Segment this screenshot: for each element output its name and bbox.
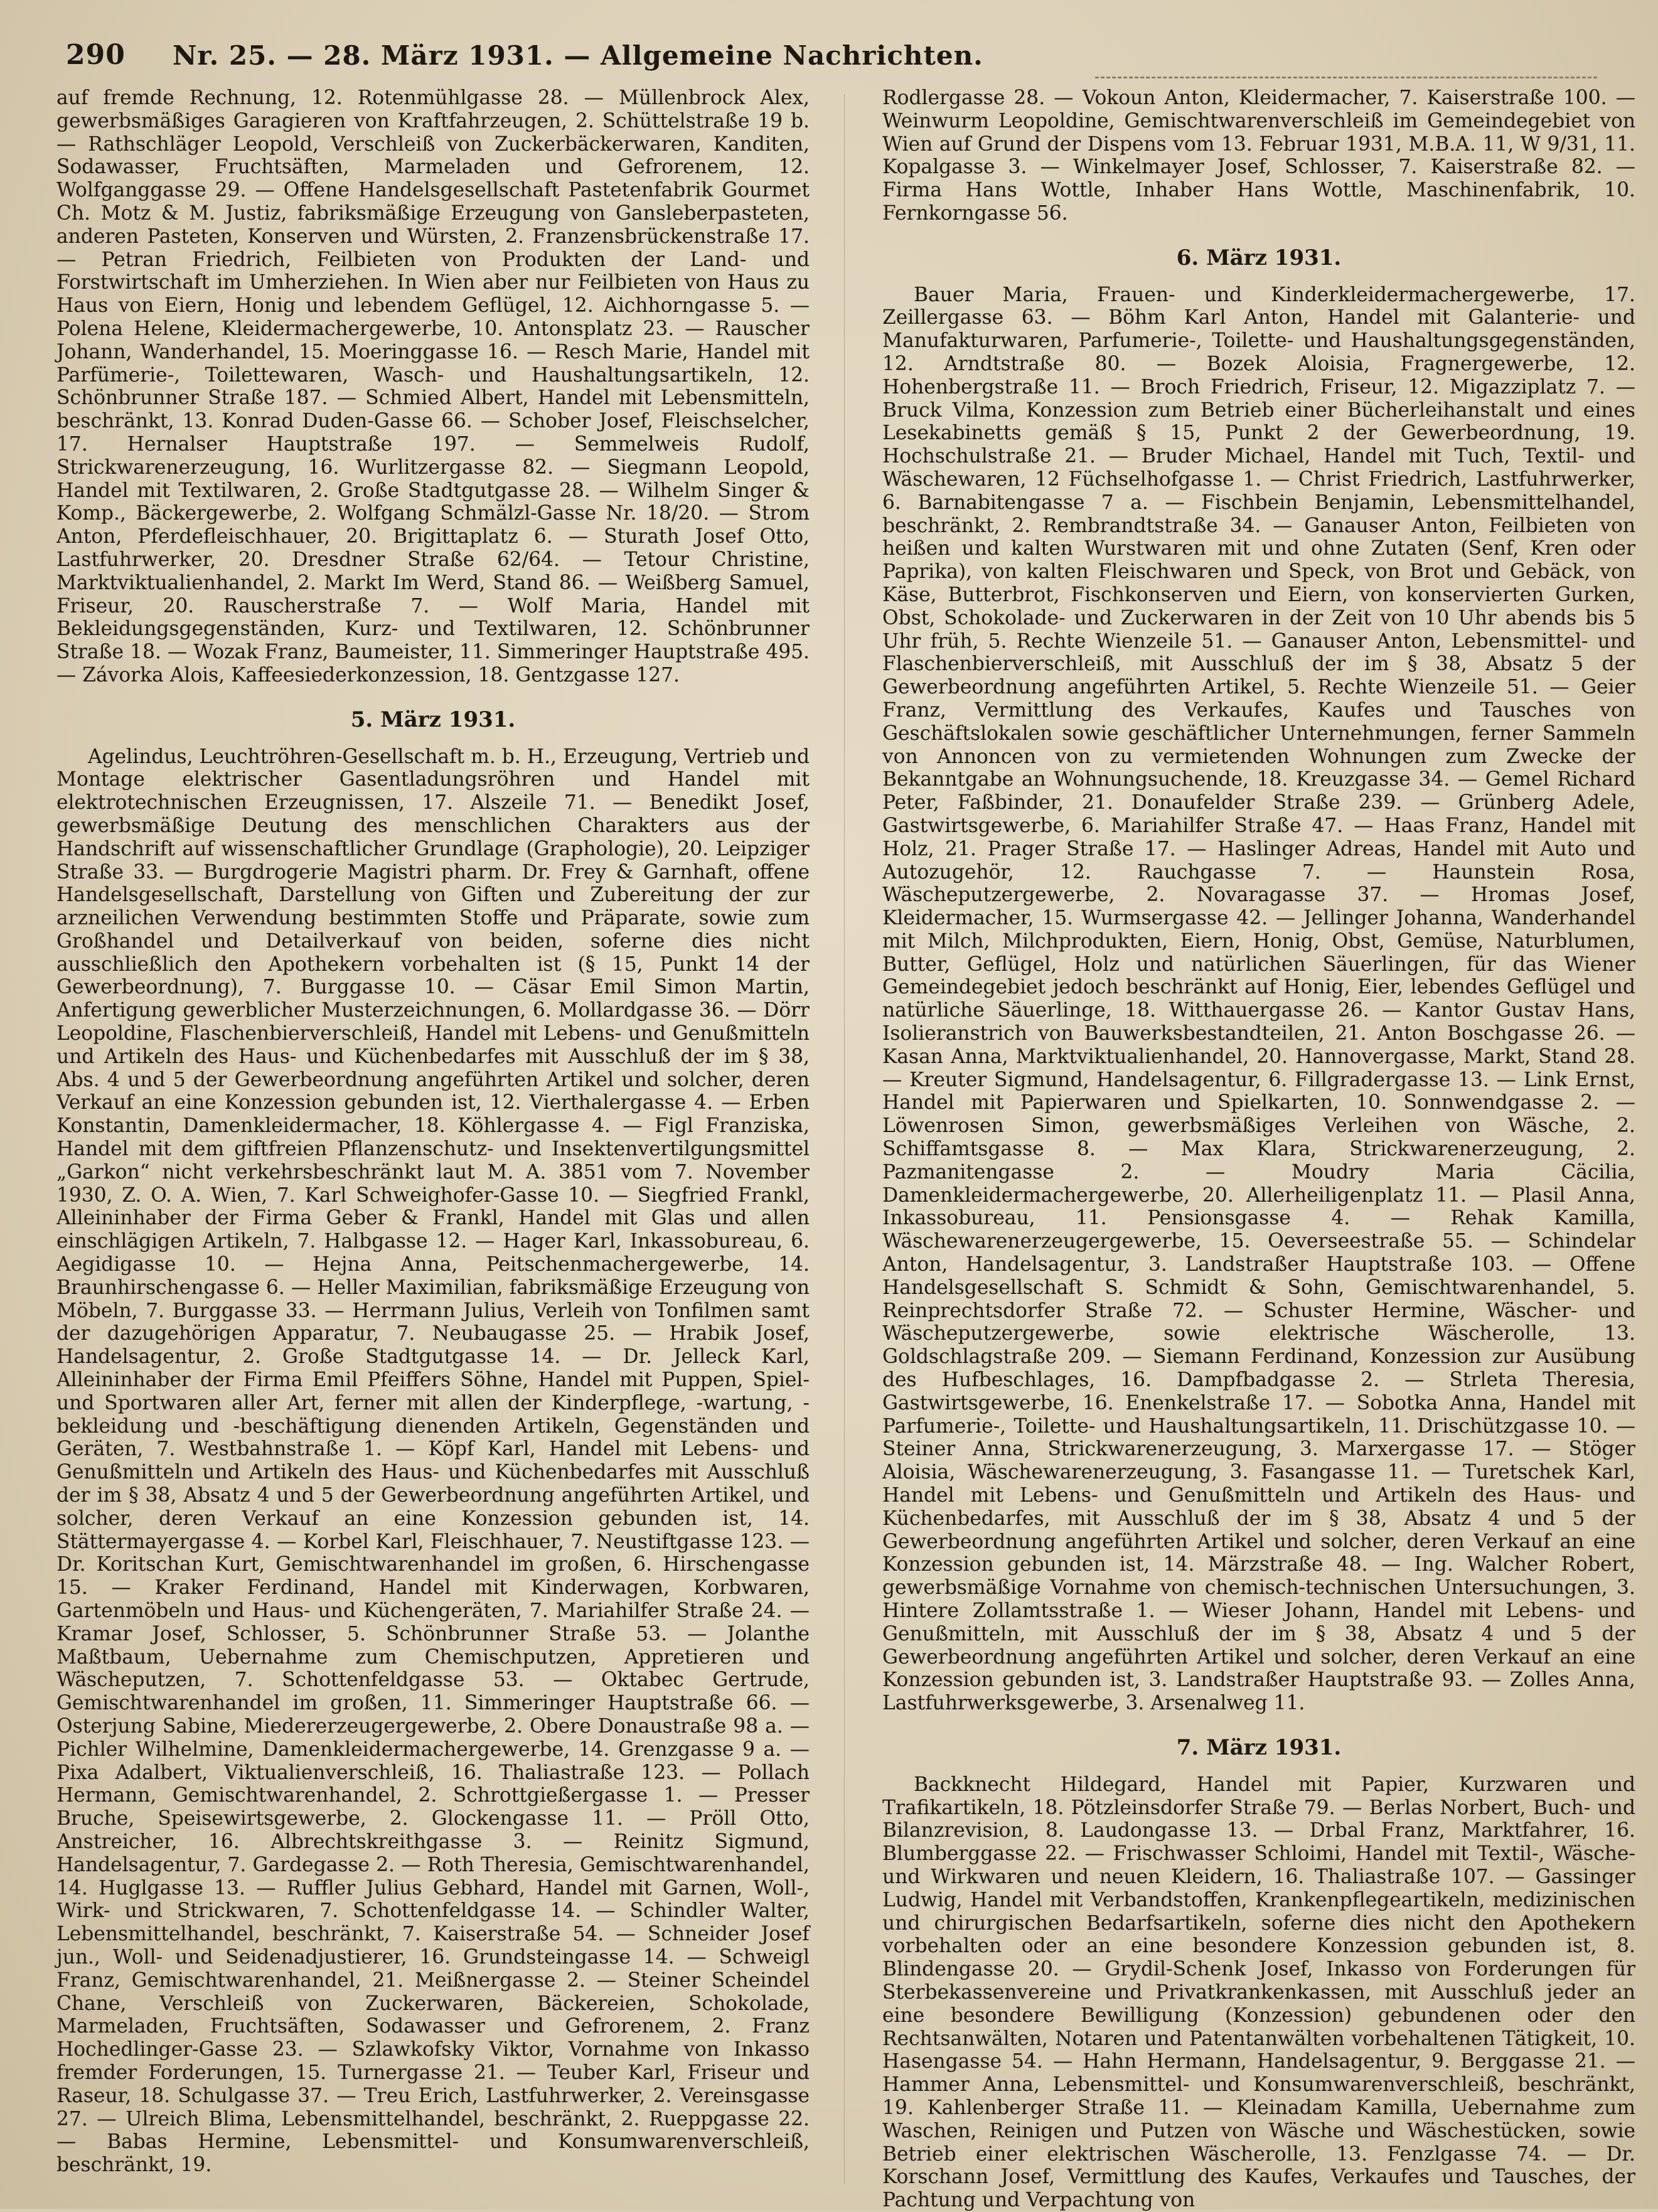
date-heading-march-7: 7. März 1931. <box>1176 1734 1342 1760</box>
entries-march-5: Agelindus, Leuchtröhren-Gesellschaft m. b. H., Erzeugung, Vertrieb und Montage elektrischer Gasentladungsröhren und Handel mit elektrotechnischen Erzeugnissen, 17. Alszeile 71. — Benedikt Josef, gewerbsmäßige Deutung des menschlichen Charakters aus der Handschrift auf wissenschaftlicher Grundlage (Graphologie), 20. Leipziger Straße 33. — Burgdrogerie Magistri pharm. Dr. Frey & Garnhaft, offene Handelsgesellschaft, Darstellung von Giften und Zubereitung der zur arzneilichen Verwendung bestimmten Stoffe und Präparate, sowie zum Großhandel und Detailverkauf von beiden, soferne dies nicht ausschließlich den Apothekern vorbehalten ist (§ 15, Punkt 14 der Gewerbeordnung), 7. Burggasse 10. — Cäsar Emil Simon Martin, Anfertigung gewerblicher Musterzeichnungen, 6. Mollardgasse 36. — Dörr Leopoldine, Flaschenbierverschleiß, Handel mit Lebens- und Genußmitteln und Artikeln des Haus- und Küchenbedarfes mit Ausschluß der im § 38, Abs. 4 und 5 der Gewerbeordnung angeführten Artikel und solcher, deren Verkauf an eine Konzession gebunden ist, 12. Vierthalergasse 4. — Erben Konstantin, Damenkleidermacher, 18. Köhlergasse 4. — Figl Franziska, Handel mit dem giftfreien Pflanzenschutz- und Insektenvertilgungsmittel „Garkon“ nicht verkehrsbeschränkt laut M. A. 3851 vom 7. November 1930, Z. O. A. Wien, 7. Karl Schweighofer-Gasse 10. — Siegfried Frankl, Alleininhaber der Firma Geber & Frankl, Handel mit Glas und allen einschlägigen Artikeln, 7. Halbgasse 12. — Hager Karl, Inkassobureau, 6. Aegidigasse 10. — Hejna Anna, Peitschenmachergewerbe, 14. Braunhirschengasse 6. — Heller Maximilian, fabriksmäßige Erzeugung von Möbeln, 7. Burggasse 33. — Herrmann Julius, Verleih von Tonfilmen samt der dazugehörigen Apparatur, 7. Neubaugasse 25. — Hrabik Josef, Handelsagentur, 2. Große Stadtgutgasse 14. — Dr. Jelleck Karl, Alleininhaber der Firma Emil Pfeiffers Söhne, Handel mit Puppen, Spiel- und Sportwaren aller Art, ferner mit allen der Kinderpflege, -wartung, -bekleidung und -beschäftigung dienenden Artikeln, Gegenständen und Geräten, 7. Westbahnstraße 1. — Köpf Karl, Handel mit Lebens- und Genußmitteln und Artikeln des Haus- und Küchenbedarfes mit Ausschluß der im § 38, Absatz 4 und 5 der Gewerbeordnung angeführten Artikel, und solcher, deren Verkauf an eine Konzession gebunden ist, 14. Stättermayergasse 4. — Korbel Karl, Fleischhauer, 7. Neustiftgasse 123. — Dr. Koritschan Kurt, Gemischtwarenhandel im großen, 6. Hirschengasse 15. — Kraker Ferdinand, Handel mit Kinderwagen, Korbwaren, Gartenmöbeln und Haus- und Küchengeräten, 7. Mariahilfer Straße 24. — Kramar Josef, Schlosser, 5. Schönbrunner Straße 53. — Jolanthe Maßtbaum, Uebernahme zum Chemischputzen, Appretieren und Wäscheputzen, 7. Schottenfeldgasse 53. — Oktabec Gertrude, Gemischtwarenhandel im großen, 11. Simmeringer Hauptstraße 66. — Osterjung Sabine, Miedererzeugergewerbe, 2. Obere Donaustraße 98 a. — Pichler Wilhelmine, Damenkleidermachergewerbe, 14. Grenzgasse 9 a. — Pixa Adalbert, Viktualienverschleiß, 16. Thaliastraße 123. — Pollach Hermann, Gemischtwarenhandel, 2. Schrottgießergasse 1. — Presser Bruche, Speisewirtsgewerbe, 2. Glockengasse 11. — Pröll Otto, Anstreicher, 16. Albrechtskreithgasse 3. — Reinitz Sigmund, Handelsagentur, 7. Gardegasse 2. — Roth Theresia, Gemischtwarenhandel, 14. Huglgasse 13. — Ruffler Julius Gebhard, Handel mit Garnen, Woll-, Wirk- und Strickwaren, 7. Schottenfeldgasse 14. — Schindler Walter, Lebensmittelhandel, beschränkt, 7. Kaiserstraße 54. — Schneider Josef jun., Woll- und Seidenadjustierer, 16. Grundsteingasse 14. — Schweigl Franz, Gemischtwarenhandel, 21. Meißnergasse 2. — Steiner Scheindel Chane, Verschleiß von Zuckerwaren, Bäckereien, Schokolade, Marmeladen, Fruchtsäften, Sodawasser und Gefrorenem, 2. Franz Hochedlinger-Gasse 23. — Szlawkofsky Viktor, Vornahme von Inkasso fremder Forderungen, 15. Turnergasse 21. — Teuber Karl, Friseur und Raseur, 18. Schulgasse 37. — Treu Erich, Lastfuhrwerker, 2. Vereinsgasse 27. — Ulreich Blima, Lebensmittelhandel, beschränkt, 2. Rueppgasse 22. — Babas Hermine, Lebensmittel- und Konsumwarenverschleiß, beschränkt, 19. <box>56 745 810 2177</box>
page-header <box>66 39 1597 83</box>
date-heading-march-5: 5. März 1931. <box>350 707 516 732</box>
column-divider <box>844 94 845 2184</box>
date-heading-march-6: 6. März 1931. <box>1176 245 1342 270</box>
continued-entries-march5: Rodlergasse 28. — Vokoun Anton, Kleidermacher, 7. Kaiserstraße 100. — Weinwurm Leopoldine, Gemischtwarenverschleiß im Gemeindegebiet von Wien auf Grund der Dispens vom 13. Februar 1931, M.B.A. 11, W 9/31, 11. Kopalgasse 3. — Winkelmayer Josef, Schlosser, 7. Kaiserstraße 82. — Firma Hans Wottle, Inhaber Hans Wottle, Maschinenfabrik, 10. Fernkorngasse 56. <box>882 87 1635 225</box>
right-column <box>882 87 1635 2212</box>
page-number: 290 <box>66 39 126 71</box>
entries-march-6: Bauer Maria, Frauen- und Kinderkleidermachergewerbe, 17. Zeillergasse 63. — Böhm Karl Anton, Handel mit Galanterie- und Manufakturwaren, Parfumerie-, Toilette- und Haushaltungsgegenständen, 12. Arndtstraße 80. — Bozek Aloisia, Fragnergewerbe, 12. Hohenbergstraße 11. — Broch Friedrich, Friseur, 12. Migazziplatz 7. — Bruck Vilma, Konzession zum Betrieb einer Bücherleihanstalt und eines Lesekabinetts gemäß § 15, Punkt 2 der Gewerbeordnung, 19. Hochschulstraße 21. — Bruder Michael, Handel mit Tuch, Textil- und Wäschewaren, 12 Füchselhofgasse 1. — Christ Friedrich, Lastfuhrwerker, 6. Barnabitengasse 7 a. — Fischbein Benjamin, Lebensmittelhandel, beschränkt, 2. Rembrandtstraße 34. — Ganauser Anton, Feilbieten von heißen und kalten Wurstwaren mit und ohne Zutaten (Senf, Kren oder Paprika), von kalten Fleischwaren und Speck, von Brot und Gebäck, von Käse, Butterbrot, Fischkonserven und Eiern, von konservierten Gurken, Obst, Schokolade- und Zuckerwaren in der Zeit von 10 Uhr abends bis 5 Uhr früh, 5. Rechte Wienzeile 51. — Ganauser Anton, Lebensmittel- und Flaschenbierverschleiß, mit Ausschluß der im § 38, Absatz 5 der Gewerbeordnung angeführten Artikel, 5. Rechte Wienzeile 51. — Geier Franz, Vermittlung des Verkaufes, Kaufes und Tausches von Geschäftslokalen sowie geschäftlicher Unternehmungen, ferner Sammeln von Annoncen von zu vermietenden Wohnungen zum Zwecke der Bekanntgabe an Wohnungsuchende, 18. Kreuzgasse 34. — Gemel Richard Peter, Faßbinder, 21. Donaufelder Straße 239. — Grünberg Adele, Gastwirtsgewerbe, 6. Mariahilfer Straße 47. — Haas Franz, Handel mit Holz, 21. Prager Straße 17. — Haslinger Adreas, Handel mit Auto und Autozugehör, 12. Rauchgasse 7. — Haunstein Rosa, Wäscheputzergewerbe, 2. Novaragasse 37. — Hromas Josef, Kleidermacher, 15. Wurmsergasse 42. — Jellinger Johanna, Wanderhandel mit Milch, Milchprodukten, Eiern, Honig, Obst, Gemüse, Naturblumen, Butter, Geflügel, Holz und natürlichen Säuerlingen, für das Wiener Gemeindegebiet jedoch beschränkt auf Honig, Eier, lebendes Geflügel und natürliche Säuerlinge, 18. Witthauergasse 26. — Kantor Gustav Hans, Isolieranstrich von Bauwerksbestandteilen, 21. Anton Boschgasse 26. — Kasan Anna, Marktviktualienhandel, 20. Hannovergasse, Markt, Stand 28. — Kreuter Sigmund, Handelsagentur, 6. Fillgradergasse 13. — Link Ernst, Handel mit Papierwaren und Spielkarten, 10. Sonnwendgasse 2. — Löwenrosen Simon, gewerbsmäßiges Verleihen von Wäsche, 2. Schiffamtsgasse 8. — Max Klara, Strickwarenerzeugung, 2. Pazmanitengasse 2. — Moudry Maria Cäcilia, Damenkleidermachergewerbe, 20. Allerheiligenplatz 11. — Plasil Anna, Inkassobureau, 11. Pensionsgasse 4. — Rehak Kamilla, Wäschewarenerzeugergewerbe, 15. Oeverseestraße 55. — Schindelar Anton, Handelsagentur, 3. Landstraßer Hauptstraße 103. — Offene Handelsgesellschaft S. Schmidt & Sohn, Gemischtwarenhandel, 5. Reinprechtsdorfer Straße 72. — Schuster Hermine, Wäscher- und Wäscheputzergewerbe, sowie elektrische Wäscherolle, 13. Goldschlagstraße 209. — Siemann Ferdinand, Konzession zur Ausübung des Hufbeschlages, 16. Dampfbadgasse 2. — Strleta Theresia, Gastwirtsgewerbe, 16. Enenkelstraße 17. — Sobotka Anna, Handel mit Parfumerie-, Toilette- und Haushaltungsartikeln, 11. Drischützgasse 10. — Steiner Anna, Strickwarenerzeugung, 3. Marxergasse 17. — Stöger Aloisia, Wäschewarenerzeugung, 3. Fasangasse 11. — Turetschek Karl, Handel mit Lebens- und Genußmitteln und Artikeln des Haus- und Küchenbedarfes, mit Ausschluß der im § 38, Absatz 4 und 5 der Gewerbeordnung angeführten Artikel und solcher, deren Verkauf an eine Konzession gebunden ist, 14. Märzstraße 48. — Ing. Walcher Robert, gewerbsmäßige Vornahme von chemisch-technischen Untersuchungen, 3. Hintere Zollamtsstraße 1. — Wieser Johann, Handel mit Lebens- und Genußmitteln, mit Ausschluß der im § 38, Absatz 4 und 5 der Gewerbeordnung angeführten Artikel und solcher, deren Verkauf an eine Konzession gebunden ist, 3. Landstraßer Hauptstraße 93. — Zolles Anna, Lastfuhrwerksgewerbe, 3. Arsenalweg 11. <box>882 283 1635 1715</box>
entries-march-7: Backknecht Hildegard, Handel mit Papier, Kurzwaren und Trafikartikeln, 18. Pötzleinsdorfer Straße 79. — Berlas Norbert, Buch- und Bilanzrevision, 8. Laudongasse 13. — Drbal Franz, Marktfahrer, 16. Blumberggasse 22. — Frischwasser Schloimi, Handel mit Textil-, Wäsche- und Wirkwaren und neuen Kleidern, 16. Thaliastraße 107. — Gassinger Ludwig, Handel mit Verbandstoffen, Krankenpflegeartikeln, medizinischen und chirurgischen Bedarfsartikeln, soferne dies nicht den Apothekern vorbehalten oder an eine besondere Konzession gebunden ist, 8. Blindengasse 20. — Grydil-Schenk Josef, Inkasso von Forderungen für Sterbekassenvereine und Privatkrankenkassen, mit Ausschluß jeder an eine besondere Bewilligung (Konzession) gebundenen oder den Rechtsanwälten, Notaren und Patentanwälten vorbehaltenen Tätigkeit, 10. Hasengasse 54. — Hahn Hermann, Handelsagentur, 9. Berggasse 21. — Hammer Anna, Lebensmittel- und Konsumwarenverschleiß, beschränkt, 19. Kahlenberger Straße 11. — Kleinadam Kamilla, Uebernahme zum Waschen, Reinigen und Putzen von Wäsche und Wäschestücken, sowie Betrieb einer elektrischen Wäscherolle, 13. Fenzlgasse 74. — Dr. Korschann Josef, Vermittlung des Kaufes, Verkaufes und Tausches, der Pachtung und Verpachtung von <box>882 1773 1635 2212</box>
running-title: Nr. 25. — 28. März 1931. — Allgemeine Nachrichten. <box>173 40 983 71</box>
header-rule <box>1095 77 1597 78</box>
left-column <box>56 87 810 2195</box>
continued-entries-march4: auf fremde Rechnung, 12. Rotenmühlgasse 28. — Müllenbrock Alex, gewerbsmäßiges Garagieren von Kraftfahrzeugen, 2. Schüttelstraße 19 b. — Rathschläger Leopold, Verschleiß von Zuckerbäckerwaren, Kanditen, Sodawasser, Fruchtsäften, Marmeladen und Gefrorenem, 12. Wolfganggasse 29. — Offene Handelsgesellschaft Pastetenfabrik Gourmet Ch. Motz & M. Justiz, fabriksmäßige Erzeugung von Gansleberpasteten, anderen Pasteten, Konserven und Würsten, 2. Franzensbrückenstraße 17. — Petran Friedrich, Feilbieten von Produkten der Land- und Forstwirtschaft im Umherziehen. In Wien aber nur Feilbieten von Haus zu Haus von Eiern, Honig und lebendem Geflügel, 12. Aichhorngasse 5. — Polena Helene, Kleidermachergewerbe, 10. Antonsplatz 23. — Rauscher Johann, Wanderhandel, 15. Moeringgasse 16. — Resch Marie, Handel mit Parfümerie-, Toilettewaren, Wasch- und Haushaltungsartikeln, 12. Schönbrunner Straße 187. — Schmied Albert, Handel mit Lebensmitteln, beschränkt, 13. Konrad Duden-Gasse 66. — Schober Josef, Fleischselcher, 17. Hernalser Hauptstraße 197. — Semmelweis Rudolf, Strickwarenerzeugung, 16. Wurlitzergasse 82. — Siegmann Leopold, Handel mit Textilwaren, 2. Große Stadtgutgasse 28. — Wilhelm Singer & Komp., Bäckergewerbe, 2. Wolfgang Schmälzl-Gasse Nr. 18/20. — Strom Anton, Pferdefleischhauer, 20. Brigittaplatz 6. — Sturath Josef Otto, Lastfuhrwerker, 20. Dresdner Straße 62/64. — Tetour Christine, Marktviktualienhandel, 2. Markt Im Werd, Stand 86. — Weißberg Samuel, Friseur, 20. Rauscherstraße 7. — Wolf Maria, Handel mit Bekleidungsgegenständen, Kurz- und Textilwaren, 12. Schönbrunner Straße 18. — Wozak Franz, Baumeister, 11. Simmeringer Hauptstraße 495. — Závorka Alois, Kaffeesiederkonzession, 18. Gentzgasse 127. <box>56 87 810 687</box>
